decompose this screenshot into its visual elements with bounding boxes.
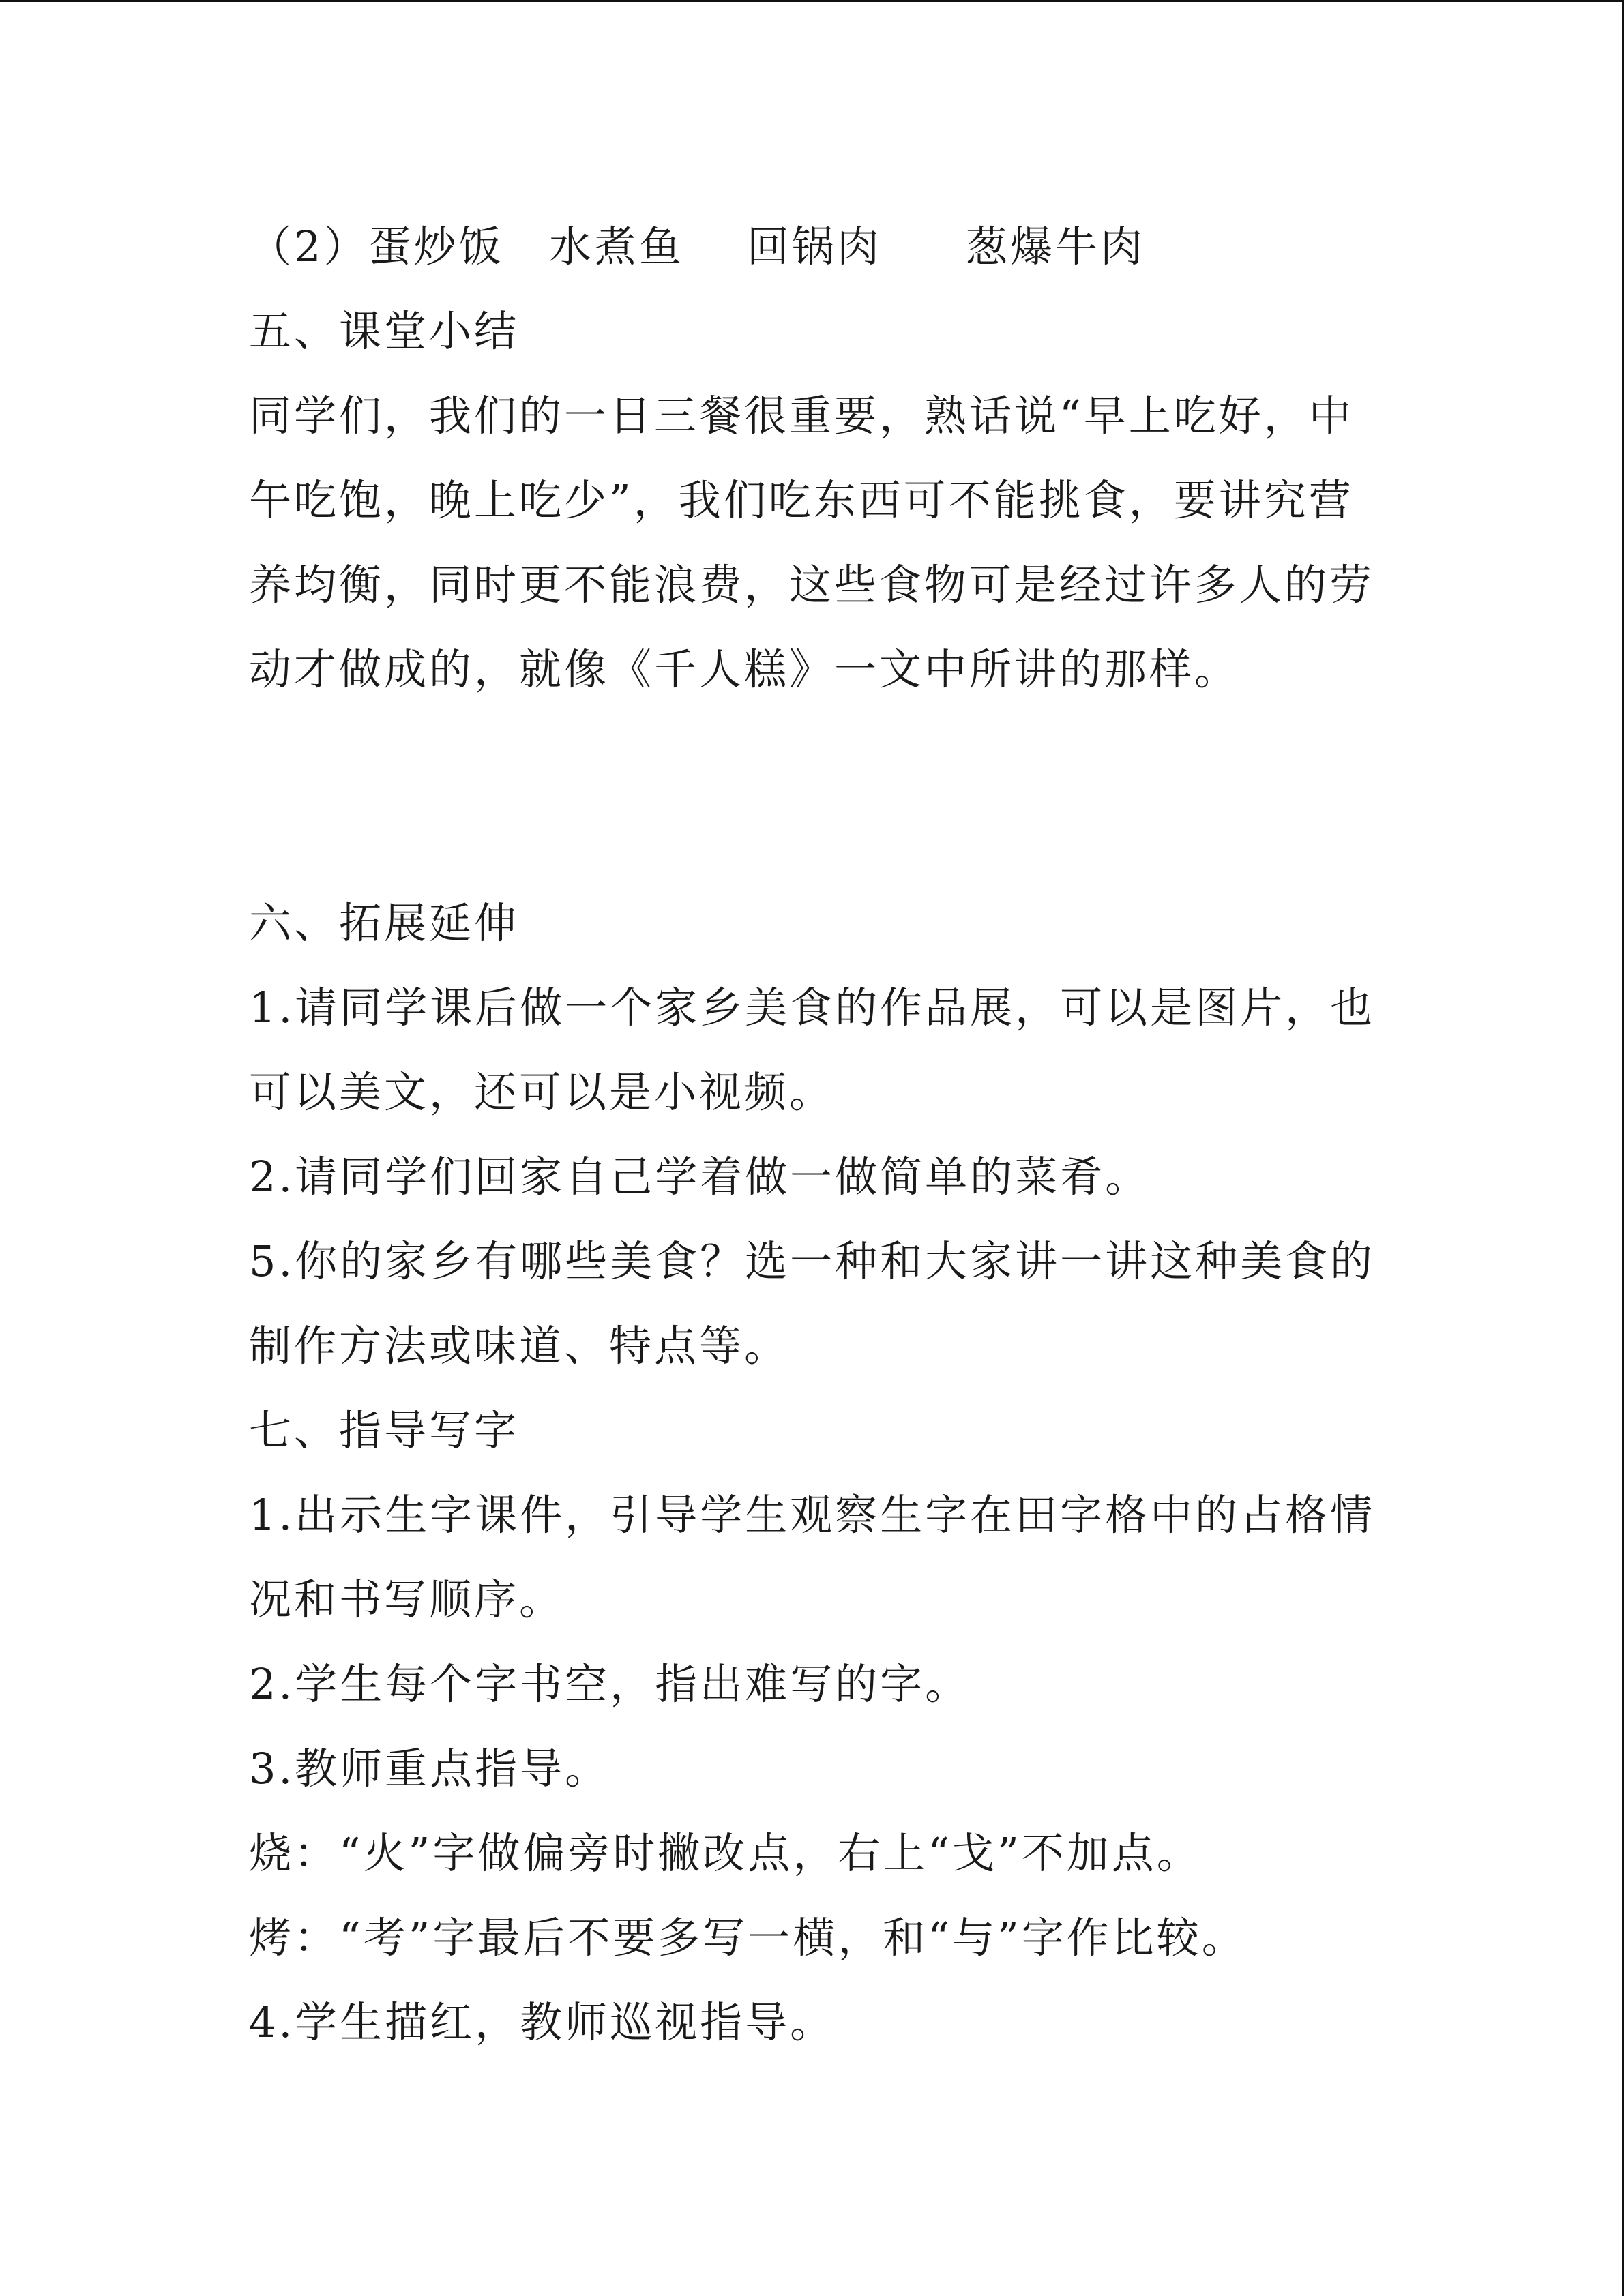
dish-item-2: 水煮鱼	[549, 222, 685, 271]
paragraph-line: 养均衡，同时更不能浪费，这些食物可是经过许多人的劳	[249, 560, 1375, 610]
paragraph-line: 况和书写顺序。	[249, 1575, 565, 1624]
paragraph-line: 动才做成的，就像《千人糕》一文中所讲的那样。	[249, 644, 1240, 694]
paragraph-line: 2.请同学们回家自己学着做一做简单的菜肴。	[249, 1152, 1151, 1202]
paragraph-line: 烧：“火”字做偏旁时撇改点，右上“戈”不加点。	[249, 1828, 1202, 1878]
paragraph-line: 4.学生描红，教师巡视指导。	[249, 1997, 836, 2047]
paragraph-line: 2.学生每个字书空，指出难写的字。	[249, 1659, 971, 1709]
paragraph-line: 1.请同学课后做一个家乡美食的作品展，可以是图片，也	[249, 983, 1376, 1032]
blank-spacer	[249, 712, 1340, 881]
paragraph-line: 可以美文，还可以是小视频。	[249, 1067, 835, 1117]
paragraph-line: 1.出示生字课件，引导学生观察生字在田字格中的占格情	[249, 1490, 1376, 1540]
dish-item-3: 回锅肉	[747, 222, 883, 271]
document-body	[249, 205, 1376, 2065]
dish-list	[249, 205, 1340, 289]
section-heading-writing: 七、指导写字	[249, 1405, 520, 1455]
dish-item-4: 葱爆牛肉	[965, 222, 1146, 271]
paragraph-line: 3.教师重点指导。	[249, 1744, 610, 1793]
paragraph-line: 同学们，我们的一日三餐很重要，熟话说“早上吃好，中	[249, 391, 1354, 441]
dish-item-1	[249, 205, 549, 289]
paragraph-line: 午吃饱，晚上吃少”，我们吃东西可不能挑食，要讲究营	[249, 475, 1354, 525]
paragraph-line: 制作方法或味道、特点等。	[249, 1321, 790, 1371]
dish-list-prefix: （2）	[249, 222, 369, 271]
section-heading-summary: 五、课堂小结	[249, 306, 520, 356]
paragraph-line: 烤：“考”字最后不要多写一横，和“与”字作比较。	[249, 1913, 1247, 1963]
section-heading-extension: 六、拓展延伸	[249, 898, 520, 948]
paragraph-line: 5.你的家乡有哪些美食？选一种和大家讲一讲这种美食的	[249, 1236, 1376, 1286]
dish-name: 蛋炒饭	[368, 222, 504, 271]
page-top-border	[0, 0, 1624, 2]
